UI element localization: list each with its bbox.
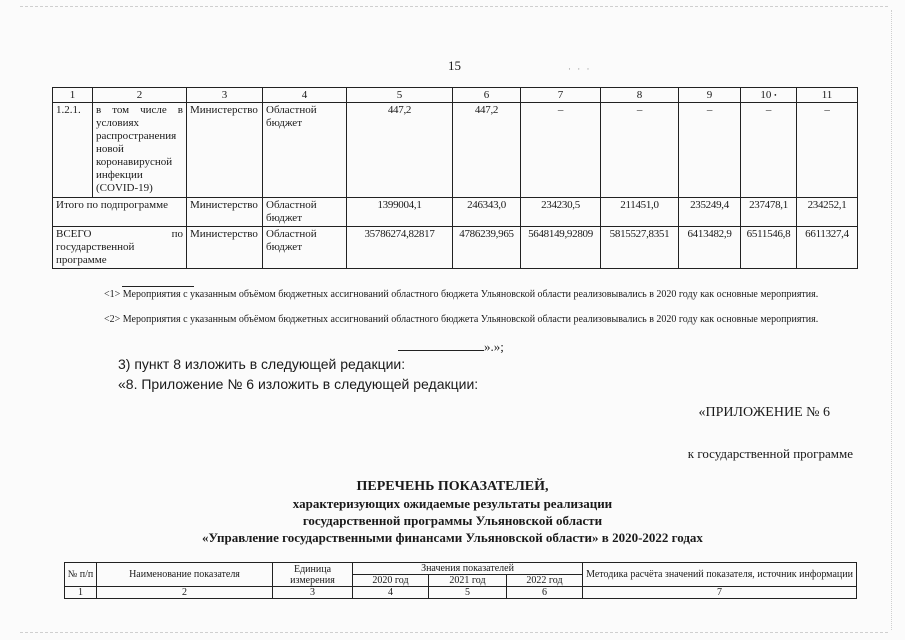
value-cell: 1399004,1 — [347, 198, 453, 227]
col-number-header: № п/п — [65, 563, 97, 587]
end-mark-text: ».»; — [484, 339, 504, 354]
value-cell: 246343,0 — [453, 198, 521, 227]
header-cell: 4 — [263, 88, 347, 103]
blank-underline — [398, 339, 484, 351]
end-mark — [398, 339, 504, 355]
value-cell: – — [797, 103, 858, 198]
value-cell: 235249,4 — [679, 198, 741, 227]
value-cell: 237478,1 — [741, 198, 797, 227]
value-cell: 5815527,8351 — [601, 227, 679, 269]
scan-artifact: · · · — [568, 64, 592, 74]
column-number: 2 — [97, 587, 273, 599]
header-cell: 3 — [187, 88, 263, 103]
value-cell: 5648149,92809 — [521, 227, 601, 269]
header-mark: • — [774, 91, 777, 100]
year-header: 2022 год — [507, 575, 583, 587]
column-number: 4 — [353, 587, 429, 599]
value-cell: 6511546,8 — [741, 227, 797, 269]
col-values-header: Значения показателей — [353, 563, 583, 575]
value-cell: 447,2 — [347, 103, 453, 198]
row-source: Областной бюджет — [263, 103, 347, 198]
column-number: 7 — [583, 587, 857, 599]
value-cell: 234252,1 — [797, 198, 858, 227]
header-cell: 8 — [601, 88, 679, 103]
paragraph-point-8: «8. Приложение № 6 изложить в следующей редакции: — [118, 376, 479, 392]
value-cell: – — [679, 103, 741, 198]
header-cell — [741, 88, 797, 103]
footnote: <2> Мероприятия с указанным объёмом бюджетных ассигнований областного бюджета Ульяновской области реализовывались в 2020 году как основные мероприятия. — [104, 314, 819, 325]
col-method-header: Методика расчёта значений показателя, источник информации — [583, 563, 857, 587]
footnote-separator — [122, 286, 194, 287]
column-number: 5 — [429, 587, 507, 599]
document-title-line: государственной программы Ульяновской области — [302, 513, 603, 528]
value-cell: – — [521, 103, 601, 198]
value-cell: 6413482,9 — [679, 227, 741, 269]
table-row — [53, 103, 858, 198]
row-executor: Министерство — [187, 198, 263, 227]
column-number: 3 — [273, 587, 353, 599]
value-cell: – — [601, 103, 679, 198]
header-cell: 6 — [453, 88, 521, 103]
header-cell: 9 — [679, 88, 741, 103]
footnote: <1> Мероприятия с указанным объёмом бюджетных ассигнований областного бюджета Ульяновской области реализовывались в 2020 году как основные мероприятия. — [104, 289, 819, 300]
indicators-number-row — [65, 587, 857, 599]
header-cell: 2 — [93, 88, 187, 103]
row-name: Итого по подпрограмме — [53, 198, 187, 227]
paragraph-point-3: 3) пункт 8 изложить в следующей редакции: — [118, 356, 406, 372]
header-cell: 5 — [347, 88, 453, 103]
row-source: Областной бюджет — [263, 227, 347, 269]
value-cell: 4786239,965 — [453, 227, 521, 269]
budget-table — [52, 87, 858, 269]
header-cell: 7 — [521, 88, 601, 103]
col-name-header: Наименование показателя — [97, 563, 273, 587]
column-number: 6 — [507, 587, 583, 599]
header-cell: 11 — [797, 88, 858, 103]
row-executor: Министерство — [187, 227, 263, 269]
appendix-label: «ПРИЛОЖЕНИЕ № 6 — [698, 405, 830, 420]
scan-top-edge — [20, 6, 888, 7]
table-row — [53, 198, 858, 227]
document-title-line: характеризующих ожидаемые результаты реализации — [292, 496, 613, 511]
value-cell: – — [741, 103, 797, 198]
page-number: 15 — [448, 58, 461, 73]
col-unit-header: Единица измерения — [273, 563, 353, 587]
indicators-header-row — [65, 563, 857, 575]
table-row — [53, 227, 858, 269]
row-source: Областной бюджет — [263, 198, 347, 227]
header-cell-label: 10 — [760, 89, 772, 101]
value-cell: 211451,0 — [601, 198, 679, 227]
column-number: 1 — [65, 587, 97, 599]
year-header: 2020 год — [353, 575, 429, 587]
document-title-line: «Управление государственными финансами Ульяновской области» в 2020-2022 годах — [202, 530, 703, 545]
value-cell: 234230,5 — [521, 198, 601, 227]
row-name: в том числе в условиях распространения новой коронавирусной инфекции (COVID-19) — [93, 103, 187, 198]
appendix-subtitle: к государственной программе — [687, 446, 853, 461]
value-cell: 35786274,82817 — [347, 227, 453, 269]
value-cell: 6611327,4 — [797, 227, 858, 269]
year-header: 2021 год — [429, 575, 507, 587]
row-name: ВСЕГО по государственной программе — [53, 227, 187, 269]
indicators-table — [64, 562, 857, 599]
document-title: ПЕРЕЧЕНЬ ПОКАЗАТЕЛЕЙ, — [356, 479, 549, 494]
scan-bottom-edge — [20, 632, 888, 633]
value-cell: 447,2 — [453, 103, 521, 198]
header-cell: 1 — [53, 88, 93, 103]
row-number: 1.2.1. — [53, 103, 93, 198]
budget-table-header — [53, 88, 858, 103]
row-executor: Министерство — [187, 103, 263, 198]
